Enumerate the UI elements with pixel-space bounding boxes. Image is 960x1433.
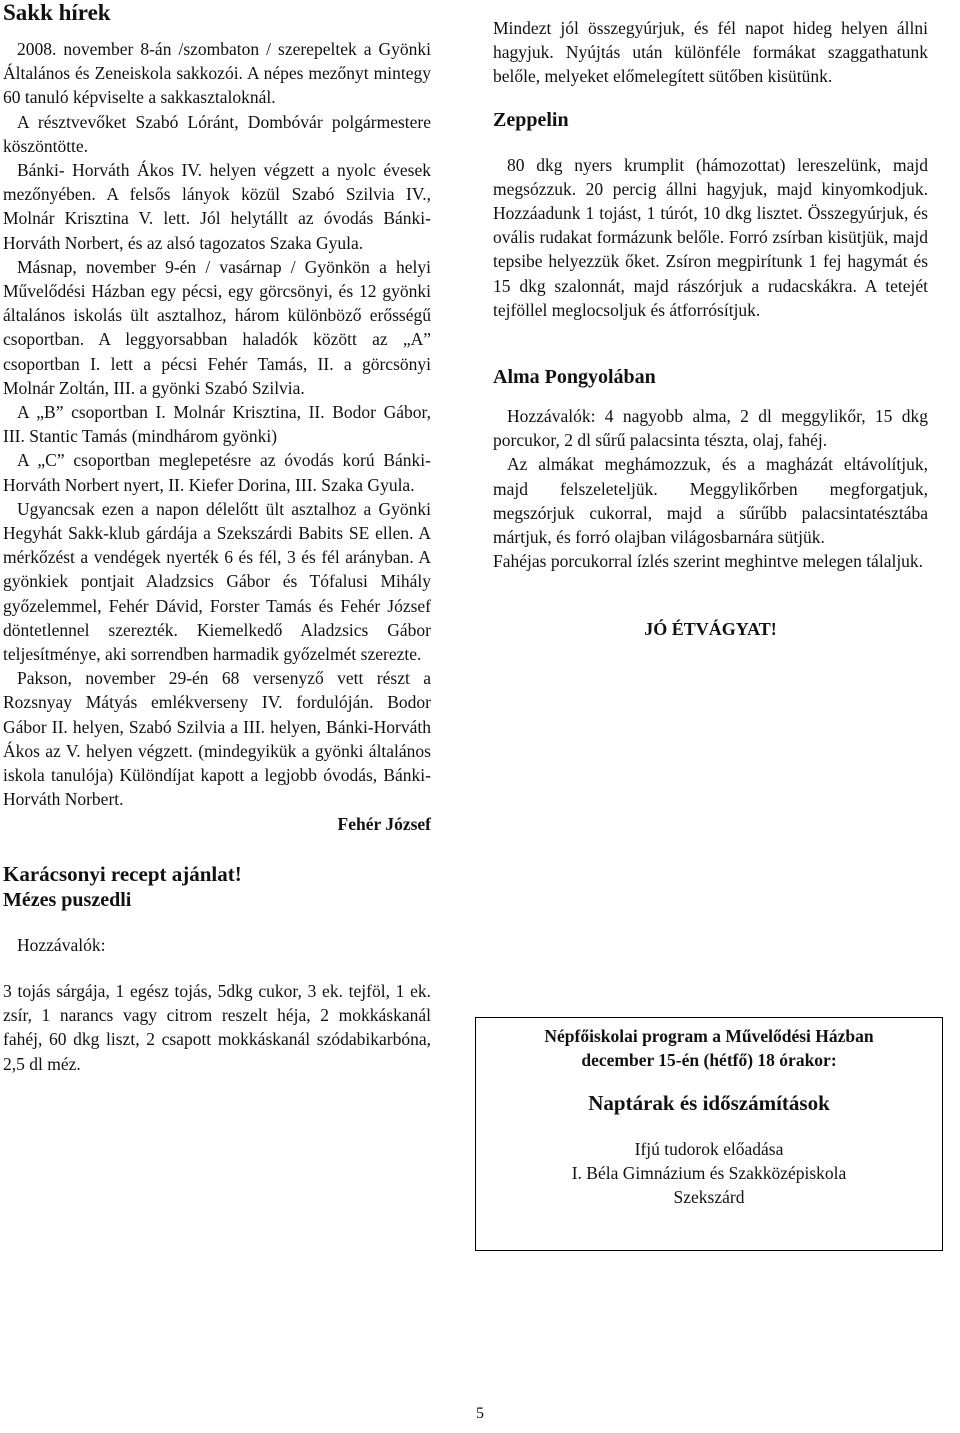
article-signature: Fehér József <box>337 813 431 834</box>
ingredients-label: Hozzávalók: <box>17 934 106 955</box>
recipe-heading: Karácsonyi recept ajánlat! <box>3 861 242 886</box>
chess-paragraph-6: A „C” csoportban meglepetésre az óvodás korú Bánki-Horváth Norbert nyert, II. Kiefer Dorina, III. Szaka Gyula. <box>3 450 431 495</box>
page-title: Sakk hírek <box>3 0 111 25</box>
alma-paragraph-1: Az almákat meghámozzuk, és a magházát eltávolítjuk, majd felszeleteljük. Meggylikőrben megforgatjuk, megszórjuk cukorral, majd a sűrűbb palacsintatésztába mártjuk, és forró olajban világosbarnára sütjük. <box>493 454 928 548</box>
notice-line-4: I. Béla Gimnázium és Szakközépiskola <box>571 1163 847 1183</box>
recipe-name: Mézes puszedli <box>3 888 132 911</box>
chess-paragraph-3: Bánki- Horváth Ákos IV. helyen végzett a nyolc évesek mezőnyében. A felsős lányok közül Szabó Szilvia IV., Molnár Krisztina V. lett. Jól helytállt az óvodás Bánki-Horváth Norbert, és az alsó tagozatos Szaka Gyula. <box>3 160 431 253</box>
chess-paragraph-8: Pakson, november 29-én 68 versenyző vett részt a Rozsnyay Mátyás emlékverseny IV. fordulóján. Bodor Gábor II. helyen, Szabó Szilvia a III. helyen, Bánki-Horváth Ákos az V. helyen végzett. (mindegyikük a gyönki általános iskola tanulója) Különdíjat kapott a legjobb óvodás, Bánki-Horváth Norbert. <box>3 668 431 810</box>
left-column <box>3 0 431 1076</box>
event-notice-box <box>475 1017 943 1251</box>
page-number: 5 <box>476 1405 484 1422</box>
chess-paragraph-5: A „B” csoportban I. Molnár Krisztina, II. Bodor Gábor, III. Stantic Tamás (mindhárom gyönki) <box>3 402 431 447</box>
chess-paragraph-4: Másnap, november 9-én / vasárnap / Gyönkön a helyi Művelődési Házban egy pécsi, egy görcsönyi, és 12 gyönki általános iskolás ült asztalhoz, három különböző erősségű csoportban. A leggyorsabban haladók között az „A” csoportban I. lett a pécsi Fehér Tamás, II. a görcsönyi Molnár Zoltán, III. a gyönki Szabó Szilvia. <box>3 256 431 398</box>
chess-paragraph-1: 2008. november 8-án /szombaton / szerepeltek a Gyönki Általános és Zeneiskola sakkozói. A népes mezőnyt mintegy 60 tanuló képviselte a sakkasztaloknál. <box>3 39 431 108</box>
alma-paragraph-2: Fahéjas porcukorral ízlés szerint meghintve melegen tálaljuk. <box>493 551 924 572</box>
right-column <box>493 16 928 642</box>
chess-paragraph-7: Ugyancsak ezen a napon délelőtt ült asztalhoz a Gyönki Hegyhát Sakk-klub gárdája a Szekszárdi Babits SE ellen. A mérkőzést a vendégek nyerték 6 és fél, 3 és fél arányban. A gyönkiek pontjait Aladzsics Gábor és Tófalusi Mihály győzelemmel, Fehér Dávid, Forster Tamás és Fehér József döntetlennel szerezték. Kiemelkedő Aladzsics Gábor teljesítménye, aki sorrendben harmadik győzelmét szerezte. <box>3 498 431 665</box>
notice-line-5: Szekszárd <box>673 1187 745 1207</box>
alma-title: Alma Pongyolában <box>493 366 656 389</box>
notice-line-3: Ifjú tudorok előadása <box>634 1139 784 1159</box>
bon-appetit: JÓ ÉTVÁGYAT! <box>644 619 777 640</box>
chess-paragraph-2: A résztvevőket Szabó Lóránt, Dombóvár polgármestere köszöntötte. <box>3 111 431 156</box>
zeppelin-text: 80 dkg nyers krumplit (hámozottat) lereszelünk, majd megsózzuk. 20 percig állni hagyjuk, majd kinyomkodjuk. Hozzáadunk 1 tojást, 1 túrót, 10 dkg lisztet. Összegyúrjuk, és ovális rudakat formázunk belőle. Forró zsírban kisütjük, majd tepsibe helyezzük őket. Zsíron megpirítunk 1 fej hagymát és 15 dkg szalonnát, majd rászórjuk a rudacskákra. A tetejét tejföllel meglocsoljuk és átforrósítjuk. <box>493 154 928 320</box>
notice-line-1: Népfőiskolai program a Művelődési Házban <box>544 1026 874 1046</box>
alma-ingredients: Hozzávalók: 4 nagyobb alma, 2 dl meggylikőr, 15 dkg porcukor, 2 dl sűrű palacsinta tészta, olaj, fahéj. <box>493 406 928 451</box>
notice-line-2: december 15-én (hétfő) 18 órakor: <box>581 1050 837 1070</box>
ingredients-text: 3 tojás sárgája, 1 egész tojás, 5dkg cukor, 3 ek. tejföl, 1 ek. zsír, 1 narancs vagy citrom reszelt héja, 2 mokkáskanál fahéj, 60 dkg liszt, 2 csapott mokkáskanál szódabikarbóna, 2,5 dl méz. <box>3 980 431 1074</box>
notice-title: Naptárak és időszámítások <box>588 1091 830 1115</box>
zeppelin-title: Zeppelin <box>493 108 569 131</box>
recipe-continuation: Mindezt jól összegyúrjuk, és fél napot hideg helyen állni hagyjuk. Nyújtás után különféle formákat szaggathatunk belőle, melyeket előmelegített sütőben kisütünk. <box>493 18 928 87</box>
